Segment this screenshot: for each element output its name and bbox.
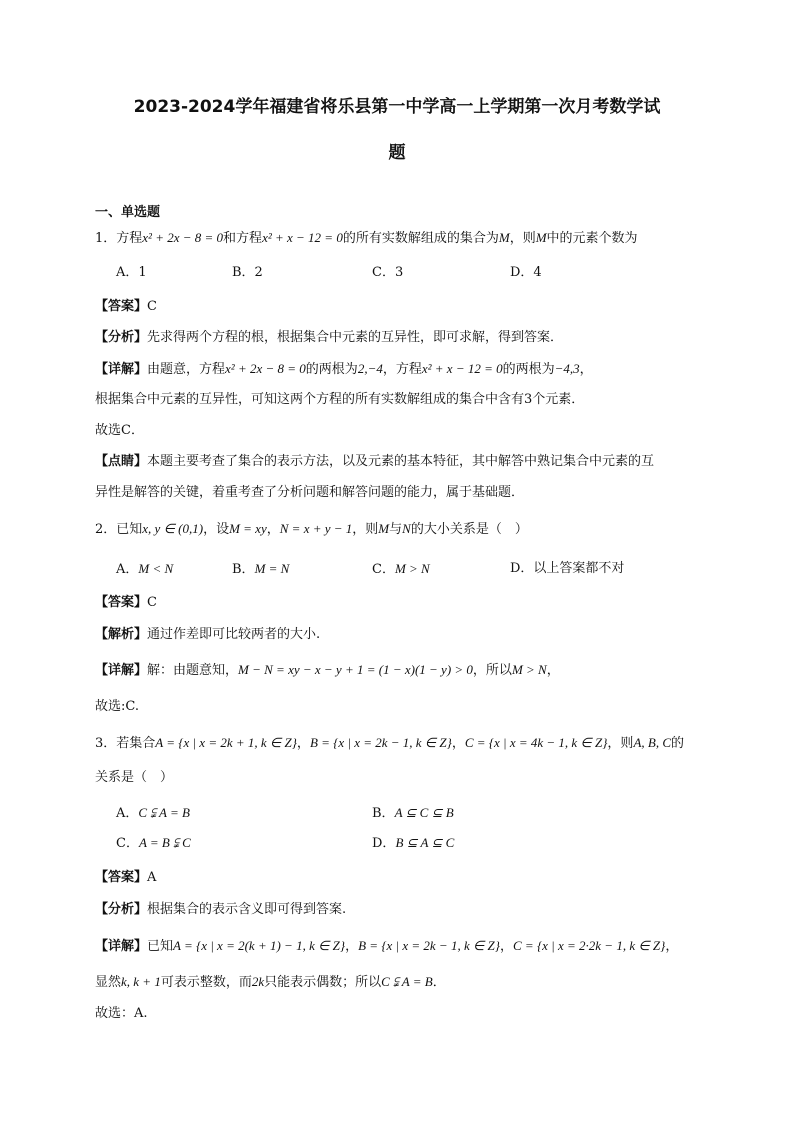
q1-text-d: ，则 (509, 231, 536, 246)
q2-def-m: M = xy (229, 521, 267, 536)
q3-set-a: A = {x | x = 2k + 1, k ∈ Z} (155, 735, 297, 750)
q1-detail-text-2: 的两根为 (305, 362, 358, 377)
q2-detail-eq: M − N = xy − x − y + 1 = (1 − x)(1 − y) > 0 (238, 662, 473, 677)
q1-option-c: C．3 (372, 265, 404, 280)
q2-text-d: ，则 (352, 522, 379, 537)
q2-jiexi-text: 通过作差即可比较两者的大小. (147, 627, 321, 642)
q1-stem (95, 229, 638, 248)
q1-comment (95, 453, 654, 471)
q2-var-n: N (402, 521, 411, 536)
q3-detail-text-2: ， (345, 939, 359, 954)
q3-analysis-text: 根据集合的表示含义即可得到答案. (147, 902, 347, 917)
q2-answer (95, 594, 157, 612)
q3-option-d-expr: B ⊆ A ⊆ C (395, 835, 455, 850)
q2-option-b-label: B． (232, 562, 255, 577)
q1-eq-2: x² + x − 12 = 0 (262, 230, 343, 245)
q1-option-b: B．2 (232, 265, 263, 280)
q3-option-d-label: D． (372, 836, 396, 851)
q1-option-a: A．1 (116, 265, 147, 280)
q3-sets: A, B, C (633, 735, 671, 750)
q3-option-c-label: C． (116, 836, 139, 851)
q3-detail-line-2 (95, 973, 446, 992)
q1-answer (95, 298, 157, 316)
q2-var-m: M (378, 521, 390, 536)
q2-answer-value: C (147, 595, 157, 610)
q2-option-a-expr: M < N (138, 561, 174, 576)
answer-label: 【答案】 (95, 870, 148, 885)
q3-detail-set-c: C = {x | x = 2·2k − 1, k ∈ Z} (513, 938, 666, 953)
section-heading: 一、单选题 (95, 205, 161, 220)
detail-label: 【详解】 (95, 939, 148, 954)
q2-def-n: N = x + y − 1 (279, 521, 353, 536)
q1-analysis (95, 329, 563, 347)
q3-option-b-label: B． (372, 806, 395, 821)
q3-detail-2k: 2k (251, 974, 265, 989)
q2-text-a: 2．已知 (95, 522, 143, 537)
q3-set-b: B = {x | x = 2k − 1, k ∈ Z} (309, 735, 452, 750)
q1-var-m: M (498, 230, 510, 245)
q2-detail (95, 661, 560, 680)
q1-answer-value: C (147, 299, 157, 314)
q3-detail (95, 937, 678, 956)
q1-detail-eq-1: x² + 2x − 8 = 0 (225, 361, 306, 376)
q2-cond: x, y ∈ (0,1) (142, 521, 204, 536)
q3-text-a: 3．若集合 (95, 736, 156, 751)
jiexi-label: 【解析】 (95, 627, 148, 642)
title-line-1: 2023-2024学年福建省将乐县第一中学高一上学期第一次月考数学试 (133, 97, 661, 117)
q3-text-c: ， (451, 736, 465, 751)
q3-option-b (372, 804, 454, 823)
q1-detail-roots-2: −4,3 (554, 361, 580, 376)
q1-var-m2: M (535, 230, 547, 245)
q1-detail-text-1: 由题意，方程 (147, 362, 226, 377)
q2-jiexi (95, 626, 320, 644)
q1-detail-text-5: ， (579, 362, 593, 377)
q1-text-b: 和方程 (223, 231, 263, 246)
q3-detail-text-3: ， (499, 939, 513, 954)
q2-option-c (372, 560, 430, 579)
q2-text-b: ，设 (203, 522, 230, 537)
q3-detail-text-1: 已知 (147, 939, 174, 954)
q1-comment-text-1: 本题主要考查了集合的表示方法，以及元素的基本特征，其中解答中熟记集合中元素的互 (147, 454, 655, 469)
q3-option-a-expr: C ⫋ A = B (138, 805, 190, 820)
q2-text-f: 的大小关系是（ ） (410, 522, 528, 537)
q1-analysis-text: 先求得两个方程的根，根据集合中元素的互异性，即可求解，得到答案． (147, 330, 564, 345)
q1-detail-roots-1: 2,−4 (357, 361, 383, 376)
q3-set-c: C = {x | x = 4k − 1, k ∈ Z} (464, 735, 608, 750)
q2-option-a-label: A． (116, 562, 139, 577)
title-line-2: 题 (388, 143, 406, 163)
q1-text-c: 的所有实数解组成的集合为 (342, 231, 499, 246)
detail-label: 【详解】 (95, 362, 148, 377)
q1-detail-text-3: ，方程 (382, 362, 422, 377)
q3-detail-conclusion: C ⫋ A = B (381, 974, 433, 989)
answer-label: 【答案】 (95, 595, 148, 610)
q2-option-a (116, 560, 173, 579)
q3-detail-text-5: 显然 (95, 975, 122, 990)
q3-detail-text-6: 可表示整数，而 (160, 975, 252, 990)
q2-option-b-expr: M = N (254, 561, 290, 576)
q2-stem (95, 520, 528, 539)
q3-text-d: ，则 (607, 736, 634, 751)
q3-stem-line-2: 关系是（ ） (95, 770, 174, 785)
document-title (60, 84, 734, 176)
q3-answer (95, 869, 156, 887)
q2-detail-text-1: 解：由题意知， (147, 663, 239, 678)
q3-detail-text-8: ． (432, 975, 446, 990)
q2-detail-text-2: ，所以 (472, 663, 512, 678)
q2-option-c-expr: M > N (394, 561, 430, 576)
q1-detail-line-2: 根据集合中元素的互异性，可知这两个方程的所有实数解组成的集合中含有3个元素． (95, 392, 585, 407)
analysis-label: 【分析】 (95, 330, 148, 345)
q2-text-e: 与 (389, 522, 403, 537)
q3-option-c-expr: A = B ⫋ C (138, 835, 191, 850)
q3-detail-set-a: A = {x | x = 2(k + 1) − 1, k ∈ Z} (173, 938, 346, 953)
q3-option-a (116, 804, 190, 823)
q2-detail-result: M > N (511, 662, 547, 677)
answer-label: 【答案】 (95, 299, 148, 314)
q3-stem (95, 734, 684, 753)
q3-detail-set-b: B = {x | x = 2k − 1, k ∈ Z} (358, 938, 500, 953)
q1-detail (95, 360, 593, 379)
q1-text-a: 1．方程 (95, 231, 143, 246)
comment-label: 【点睛】 (95, 454, 148, 469)
q3-detail-text-7: 只能表示偶数；所以 (264, 975, 382, 990)
q1-detail-eq-2: x² + x − 12 = 0 (421, 361, 503, 376)
q3-option-a-label: A． (116, 806, 139, 821)
q1-option-d: D．4 (510, 265, 542, 280)
q2-text-c: ， (266, 522, 280, 537)
q2-option-d: D．以上答案都不对 (510, 561, 625, 576)
q1-detail-line-3: 故选C． (95, 423, 144, 438)
q3-option-b-expr: A ⊆ C ⊆ B (394, 805, 454, 820)
q3-detail-k: k, k + 1 (121, 974, 161, 989)
q3-text-e: 的 (671, 736, 685, 751)
detail-label: 【详解】 (95, 663, 148, 678)
q1-text-e: 中的元素个数为 (546, 231, 638, 246)
q3-option-c (116, 834, 191, 853)
q2-detail-line-2: 故选:C. (95, 699, 139, 714)
q3-option-d (372, 834, 454, 853)
q3-answer-value: A (147, 870, 157, 885)
q3-analysis (95, 901, 346, 919)
q3-detail-line-3: 故选：A. (95, 1006, 148, 1021)
analysis-label: 【分析】 (95, 902, 148, 917)
q1-detail-text-4: 的两根为 (502, 362, 555, 377)
q2-option-c-label: C． (372, 562, 395, 577)
q3-text-b: ， (296, 736, 310, 751)
q1-comment-line-2: 异性是解答的关键，着重考查了分析问题和解答问题的能力，属于基础题． (95, 485, 525, 500)
q1-eq-1: x² + 2x − 8 = 0 (142, 230, 224, 245)
q3-detail-text-4: ， (665, 939, 679, 954)
q2-detail-text-3: ， (546, 663, 560, 678)
q2-option-b (232, 560, 289, 579)
